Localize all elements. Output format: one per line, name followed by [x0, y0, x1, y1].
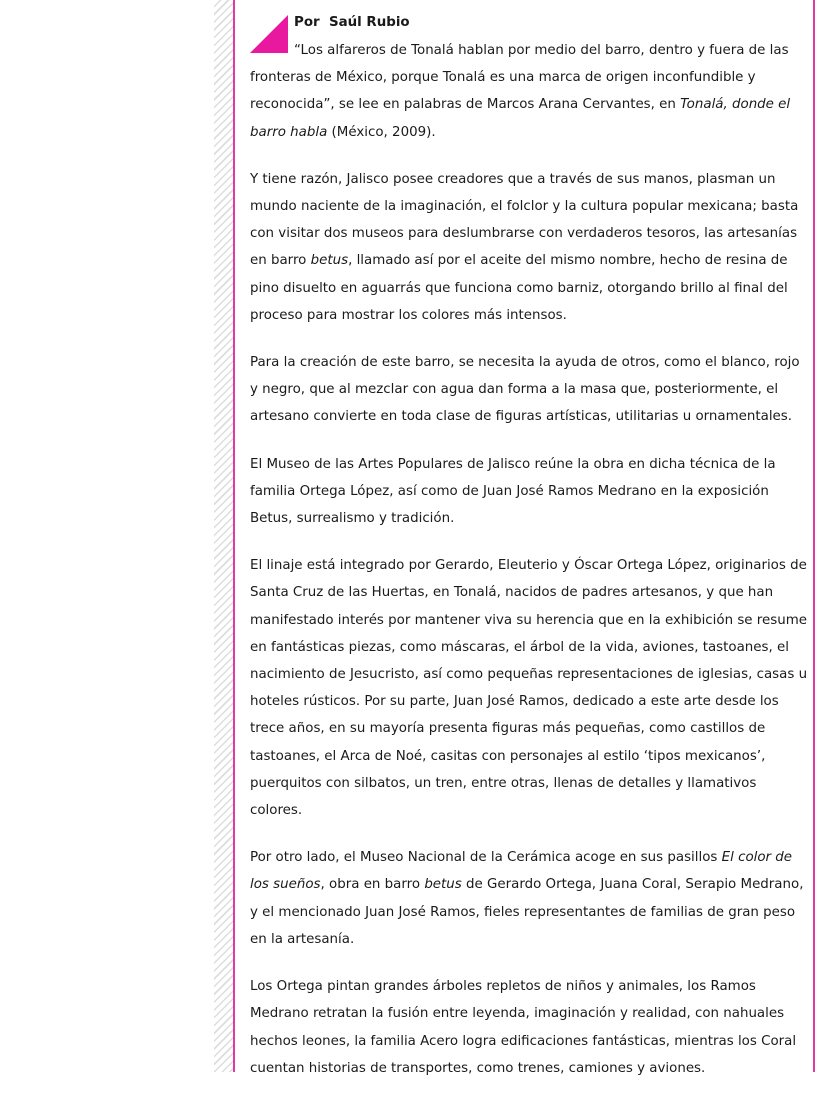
striped-margin [214, 0, 234, 1072]
article-paragraph [250, 349, 810, 431]
paragraph-text: Los Ortega pintan grandes árboles repletos de niños y animales, los Ramos Medrano retratan la fusión entre leyenda, imaginación y realidad, con nahuales hechos leones, la familia Acero logra edificaciones fantásticas, mientras los Coral cuentan historias de transportes, como trenes, camiones y aviones. [250, 979, 797, 1076]
paragraph-text: (México, 2009). [327, 124, 436, 140]
paragraph-text: Por otro lado, el Museo Nacional de la Cerámica acoge en sus pasillos [250, 850, 722, 866]
article-paragraph [250, 552, 810, 824]
paragraph-text: de Gerardo Ortega, Juana Coral, Serapio Medrano, y el mencionado Juan José Ramos, fieles representantes de familias de gran peso en la artesanía. [250, 877, 804, 947]
article-paragraph [250, 844, 810, 953]
author-prefix: Por [294, 15, 320, 30]
author-name: Saúl Rubio [328, 15, 410, 30]
italic-title-text: betus [310, 253, 349, 269]
paragraph-text: Y tiene razón, Jalisco posee creadores que a través de sus manos, plasman un mundo naciente de la imaginación, el folclor y la cultura popular mexicana; basta con visitar dos museos para deslumbrarse con verdaderos tesoros, las artesanías en barro [250, 171, 799, 269]
article-paragraph [250, 37, 810, 146]
paragraph-text: El linaje está integrado por Gerardo, Eleuterio y Óscar Ortega López, originarios de Santa Cruz de las Huertas, en Tonalá, nacidos de padres artesanos, y que han manifestado interés por mantener viva su herencia que en la exhibición se resume en fantásticas piezas, como máscaras, el árbol de la vida, aviones, tastoanes, el nacimiento de Jesucristo, así como pequeñas representaciones de iglesias, casas u hoteles rústicos. Por su parte, Juan José Ramos, dedicado a este arte desde los trece años, en su mayoría presenta figuras más pequeñas, como castillos de tastoanes, el Arca de Noé, casitas con personajes al estilo ‘tipos mexicanos’, puerquitos con silbatos, un tren, entre otras, llenas de detalles y llamativos colores. [250, 558, 808, 819]
article-paragraph [250, 166, 810, 329]
paragraph-text: , obra en barro [320, 877, 425, 893]
article-paragraph [250, 973, 810, 1082]
paragraph-text: Para la creación de este barro, se necesita la ayuda de otros, como el blanco, rojo y negro, que al mezclar con agua dan forma a la masa que, posteriormente, el artesano convierte en toda clase de figuras artísticas, utilitarias u ornamentales. [250, 355, 800, 425]
italic-title-text: Tonalá, donde el barro habla [250, 97, 791, 140]
italic-title-text: betus [424, 877, 462, 893]
article-body [250, 37, 810, 1102]
paragraph-text: El Museo de las Artes Populares de Jalisco reúne la obra en dicha técnica de la familia Ortega López, así como de Juan José Ramos Medrano en la exposición Betus, surrealismo y tradición. [250, 456, 776, 527]
paragraph-text: , llamado así por el aceite del mismo nombre, hecho de resina de pino disuelto en aguarrás que funciona como barniz, otorgando brillo al final del proceso para mostrar los colores más intensos. [250, 253, 788, 323]
italic-title-text: El color de los sueños [250, 850, 793, 893]
article-paragraph [250, 451, 810, 533]
paragraph-text: “Los alfareros de Tonalá hablan por medio del barro, dentro y fuera de las fronteras de México, porque Tonalá es una marca de origen inconfundible y reconocida”, se lee en palabras de Marcos Arana Cervantes, en [250, 43, 789, 113]
author-byline [294, 13, 410, 32]
article-panel [233, 0, 815, 1076]
right-margin [817, 0, 834, 1072]
